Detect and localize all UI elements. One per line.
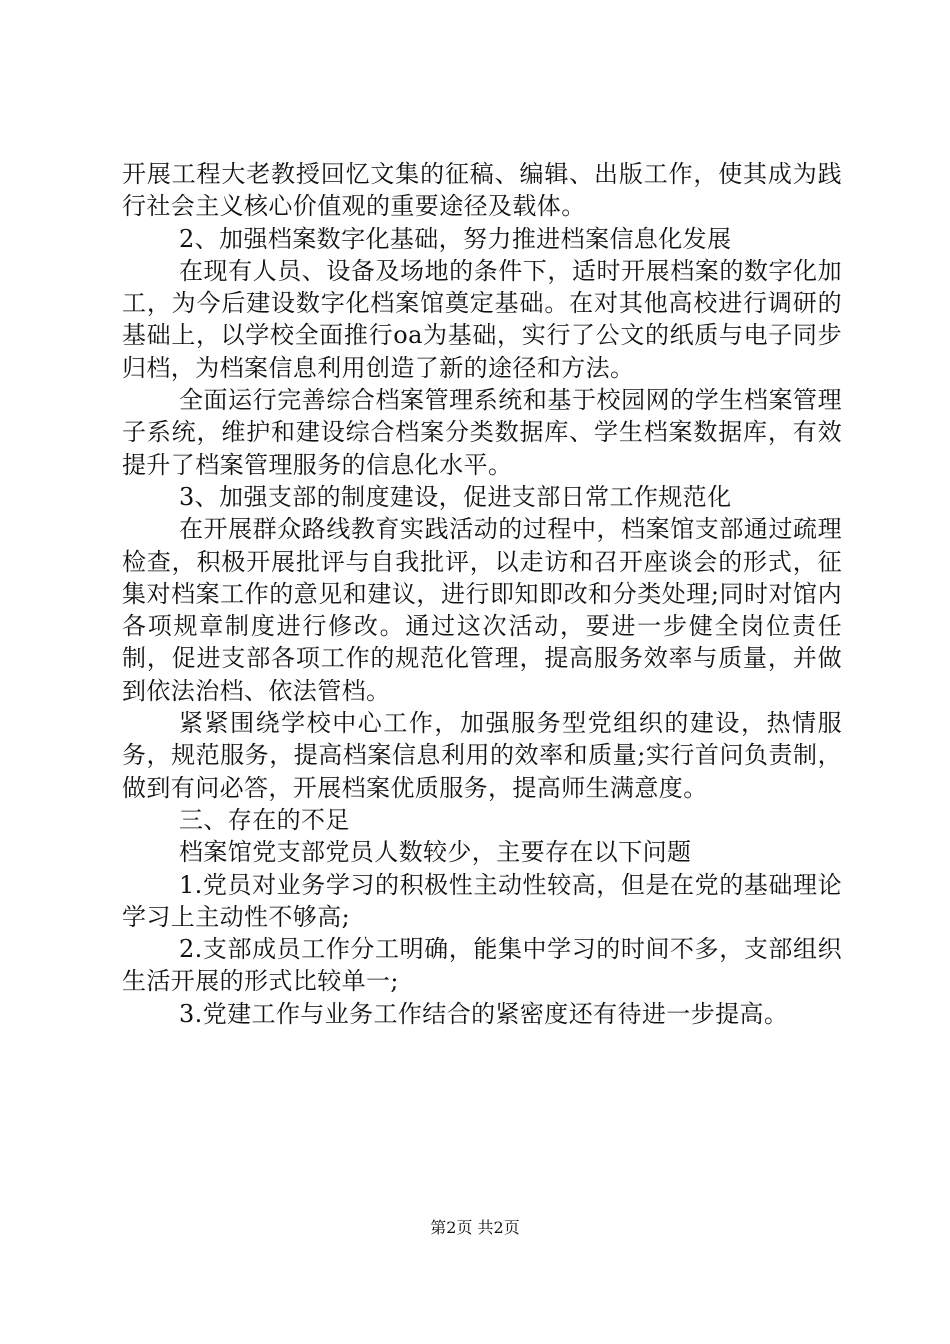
section-heading-2: 2、加强档案数字化基础，努力推进档案信息化发展: [179, 224, 732, 253]
paragraph: 紧紧围绕学校中心工作，加强服务型党组织的建设，热情服务，规范服务，提高档案信息利用的效率和质量;实行首问负责制，做到有问必答，开展档案优质服务，提高师生满意度。: [122, 709, 842, 802]
section-heading-shortcomings: 三、存在的不足: [179, 805, 350, 834]
page-number-footer: 第2页 共2页: [430, 1218, 520, 1237]
paragraph: 全面运行完善综合档案管理系统和基于校园网的学生档案管理子系统，维护和建设综合档案分类数据库、学生档案数据库，有效提升了档案管理服务的信息化水平。: [122, 386, 842, 479]
paragraph-continuation: 开展工程大老教授回忆文集的征稿、编辑、出版工作，使其成为践行社会主义核心价值观的重要途径及载体。: [122, 160, 842, 221]
document-body: [122, 158, 842, 1030]
paragraph: 在开展群众路线教育实践活动的过程中，档案馆支部通过疏理检查，积极开展批评与自我批评，以走访和召开座谈会的形式，征集对档案工作的意见和建议，进行即知即改和分类处理;同时对馆内各项规章制度进行修改。通过这次活动，要进一步健全岗位责任制，促进支部各项工作的规范化管理，提高服务效率与质量，并做到依法治档、依法管档。: [122, 515, 842, 705]
list-item: 1.党员对业务学习的积极性主动性较高，但是在党的基础理论学习上主动性不够高;: [122, 870, 842, 931]
section-heading-3: 3、加强支部的制度建设，促进支部日常工作规范化: [179, 482, 732, 511]
list-item: 3.党建工作与业务工作结合的紧密度还有待进一步提高。: [179, 999, 789, 1028]
paragraph: 在现有人员、设备及场地的条件下，适时开展档案的数字化加工，为今后建设数字化档案馆奠定基础。在对其他高校进行调研的基础上，以学校全面推行oa为基础，实行了公文的纸质与电子同步归档，为档案信息利用创造了新的途径和方法。: [122, 256, 842, 382]
list-item: 2.支部成员工作分工明确，能集中学习的时间不多，支部组织生活开展的形式比较单一;: [122, 935, 842, 996]
paragraph: 档案馆党支部党员人数较少，主要存在以下问题: [179, 838, 692, 867]
